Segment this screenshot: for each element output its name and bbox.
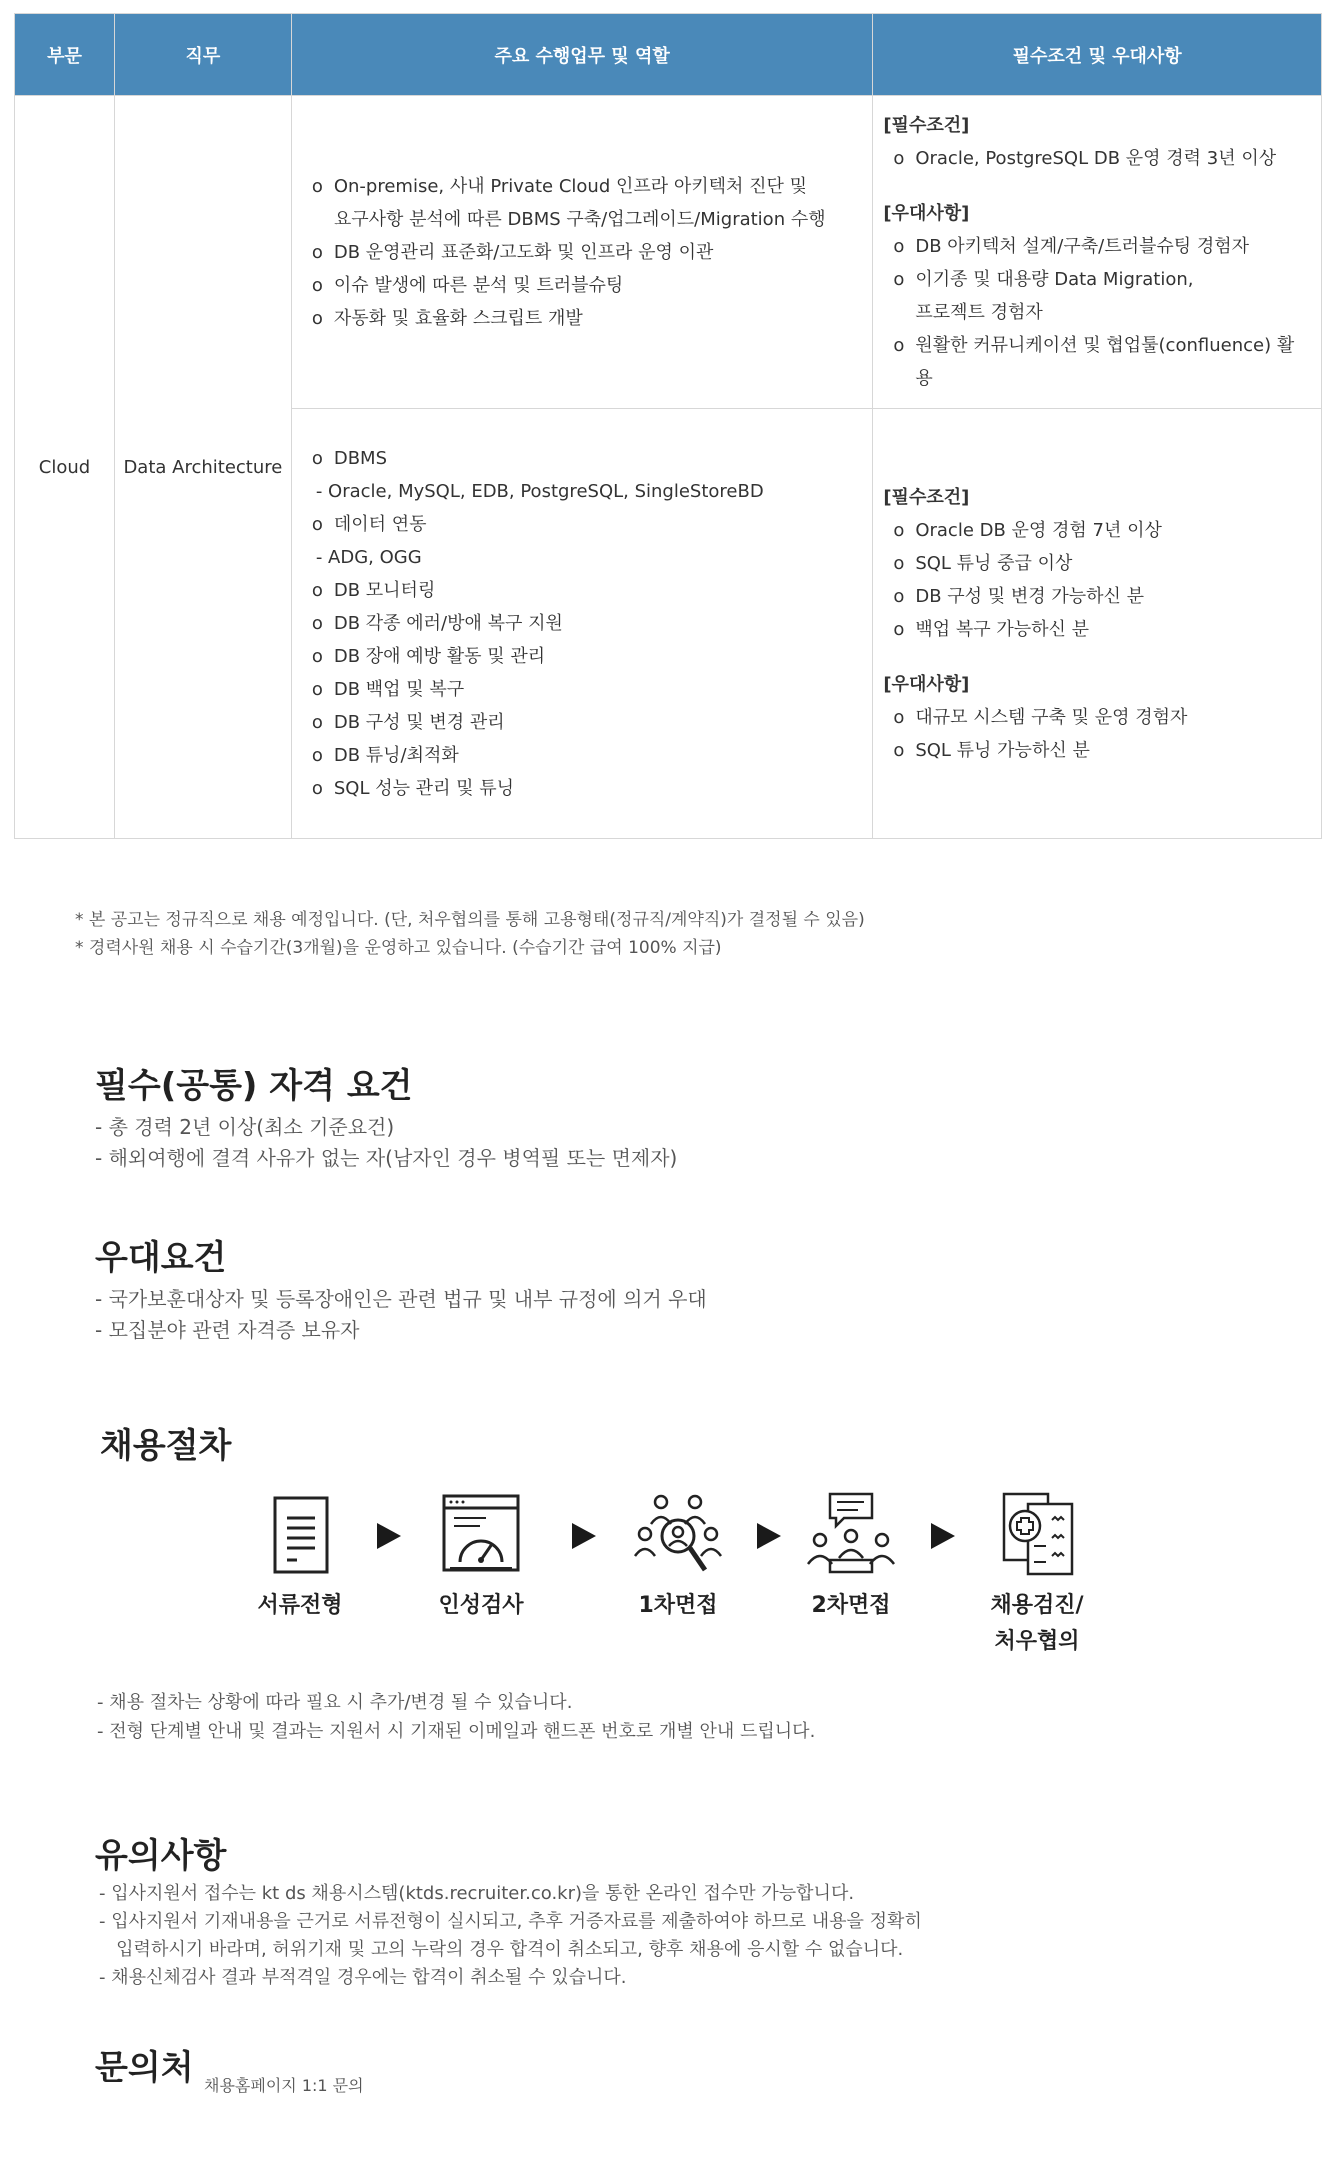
requirements-cell: [873, 409, 1322, 839]
preferred-list: [883, 230, 1311, 395]
process-step-interview-1: [603, 1490, 753, 1624]
list-item: 프로젝트 경험자: [915, 302, 1043, 323]
header-requirements: 필수조건 및 우대사항: [873, 14, 1322, 96]
medical-check-icon: [992, 1490, 1082, 1580]
list-item: o On-premise, 사내 Private Cloud 인프라 아키텍처 진단 및: [302, 170, 862, 203]
list-item: o 자동화 및 효율화 스크립트 개발: [302, 302, 862, 335]
list-item: o DB 구성 및 변경 가능하신 분: [883, 580, 1311, 613]
list-item: o DB 운영관리 표준화/고도화 및 인프라 운영 이관: [302, 236, 862, 269]
list-item: o Oracle, PostgreSQL DB 운영 경력 3년 이상: [883, 142, 1311, 175]
arrow-right-icon: [931, 1523, 955, 1549]
duties-cell: [291, 409, 872, 839]
list-item: o DBMS: [302, 442, 862, 475]
process-notes: [97, 1688, 815, 1746]
list-item: o 대규모 시스템 구축 및 운영 경험자: [883, 701, 1311, 734]
monitor-gauge-icon: [436, 1490, 526, 1580]
caution-item: - 입사지원서 기재내용을 근거로 서류전형이 실시되고, 추후 거증자료를 제출하여야 하므로 내용을 정확히: [99, 1911, 922, 1932]
contact-text: 채용홈페이지 1:1 문의: [204, 2076, 364, 2095]
list-item: 요구사항 분석에 따른 DBMS 구축/업그레이드/Migration 수행: [333, 208, 826, 230]
table-row: [15, 96, 1322, 409]
list-item: o 백업 복구 가능하신 분: [883, 613, 1311, 646]
header-division: 부문: [15, 14, 115, 96]
step-label: 1차면접: [638, 1593, 718, 1618]
table-header-row: [15, 14, 1322, 96]
list-item: o SQL 성능 관리 및 튜닝: [302, 772, 862, 805]
step-label: 서류전형: [257, 1593, 343, 1618]
duties-cell: [291, 96, 872, 409]
required-title: [필수조건]: [883, 115, 970, 136]
list-item: o 원활한 커뮤니케이션 및 협업툴(confluence) 활용: [883, 329, 1311, 395]
duties-list: [302, 170, 862, 335]
arrow-right-icon: [572, 1523, 596, 1549]
preferred-list: [883, 701, 1311, 767]
required-list: [883, 142, 1311, 175]
qualification-item: - 총 경력 2년 이상(최소 기준요건): [95, 1115, 395, 1139]
list-item: o DB 구성 및 변경 관리: [302, 706, 862, 739]
duties-list: [302, 442, 862, 805]
caution-item: - 입사지원서 접수는 kt ds 채용시스템(ktds.recruiter.co.kr)을 통한 온라인 접수만 가능합니다.: [99, 1883, 855, 1904]
required-list: [883, 514, 1311, 646]
notice-note-2: * 경력사원 채용 시 수습기간(3개월)을 운영하고 있습니다. (수습기간 급여 100% 지급): [75, 938, 722, 958]
list-item: o DB 백업 및 복구: [302, 673, 862, 706]
preferred-title: [우대사항]: [883, 673, 970, 695]
preference-item: - 국가보훈대상자 및 등록장애인은 관련 법규 및 내부 규정에 의거 우대: [95, 1287, 707, 1311]
header-duties: 주요 수행업무 및 역할: [291, 14, 872, 96]
list-item: o DB 아키텍처 설계/구축/트러블슈팅 경험자: [883, 230, 1311, 263]
list-item: o DB 각종 에러/방애 복구 지원: [302, 607, 862, 640]
list-item: o DB 장애 예방 활동 및 관리: [302, 640, 862, 673]
process-title: 채용절차: [100, 1426, 232, 1466]
preference-title: 우대요건: [95, 1238, 227, 1278]
position-cell: Data Architecture: [114, 96, 291, 839]
document-icon: [255, 1490, 345, 1580]
list-item: o 이슈 발생에 따른 분석 및 트러블슈팅: [302, 269, 862, 302]
caution-item: - 채용신체검사 결과 부적격일 경우에는 합격이 취소될 수 있습니다.: [99, 1967, 627, 1988]
step-label: 인성검사: [438, 1593, 524, 1618]
process-step-aptitude: [406, 1490, 556, 1624]
list-item: o SQL 튜닝 가능하신 분: [883, 734, 1311, 767]
list-item: o 이기종 및 대용량 Data Migration,: [883, 263, 1311, 296]
qualifications-list: [95, 1112, 677, 1174]
list-item: - Oracle, MySQL, EDB, PostgreSQL, SingleStoreBD: [315, 481, 764, 502]
step-label: 채용검진/: [990, 1593, 1084, 1618]
cautions-title: 유의사항: [95, 1836, 227, 1876]
cautions-list: [99, 1880, 922, 1992]
notice-note-1: * 본 공고는 정규직으로 채용 예정입니다. (단, 처우협의를 통해 고용형태(정규직/계약직)가 결정될 수 있음): [75, 910, 865, 930]
process-step-interview-2: [776, 1490, 926, 1624]
list-item: o Oracle DB 운영 경험 7년 이상: [883, 514, 1311, 547]
required-title: [필수조건]: [883, 486, 970, 508]
caution-item: 입력하시기 바라며, 허위기재 및 고의 누락의 경우 합격이 취소되고, 향후 채용에 응시할 수 없습니다.: [99, 1939, 904, 1960]
list-item: - ADG, OGG: [315, 547, 422, 568]
interview-icon: [806, 1490, 896, 1580]
contact-title: 문의처: [95, 2048, 194, 2088]
preference-item: - 모집분야 관련 자격증 보유자: [95, 1318, 360, 1342]
preferred-title: [우대사항]: [883, 203, 970, 224]
preference-list: [95, 1284, 707, 1346]
process-step-documents: [225, 1490, 375, 1624]
header-position: 직무: [114, 14, 291, 96]
division-cell: Cloud: [15, 96, 115, 839]
list-item: o DB 모니터링: [302, 574, 862, 607]
list-item: o DB 튜닝/최적화: [302, 739, 862, 772]
job-table: [14, 13, 1322, 839]
step-label-line2: 처우협의: [994, 1629, 1080, 1654]
list-item: o SQL 튜닝 중급 이상: [883, 547, 1311, 580]
list-item: o 데이터 연동: [302, 508, 862, 541]
process-note: - 채용 절차는 상황에 따라 필요 시 추가/변경 될 수 있습니다.: [97, 1692, 573, 1713]
requirements-cell: [873, 96, 1322, 409]
qualifications-title: 필수(공통) 자격 요건: [95, 1066, 413, 1106]
step-label: 2차면접: [811, 1593, 891, 1618]
arrow-right-icon: [377, 1523, 401, 1549]
qualification-item: - 해외여행에 결격 사유가 없는 자(남자인 경우 병역필 또는 면제자): [95, 1146, 678, 1170]
process-step-medical: [962, 1490, 1112, 1660]
process-note: - 전형 단계별 안내 및 결과는 지원서 시 기재된 이메일과 핸드폰 번호로 개별 안내 드립니다.: [97, 1721, 816, 1742]
group-search-icon: [633, 1490, 723, 1580]
